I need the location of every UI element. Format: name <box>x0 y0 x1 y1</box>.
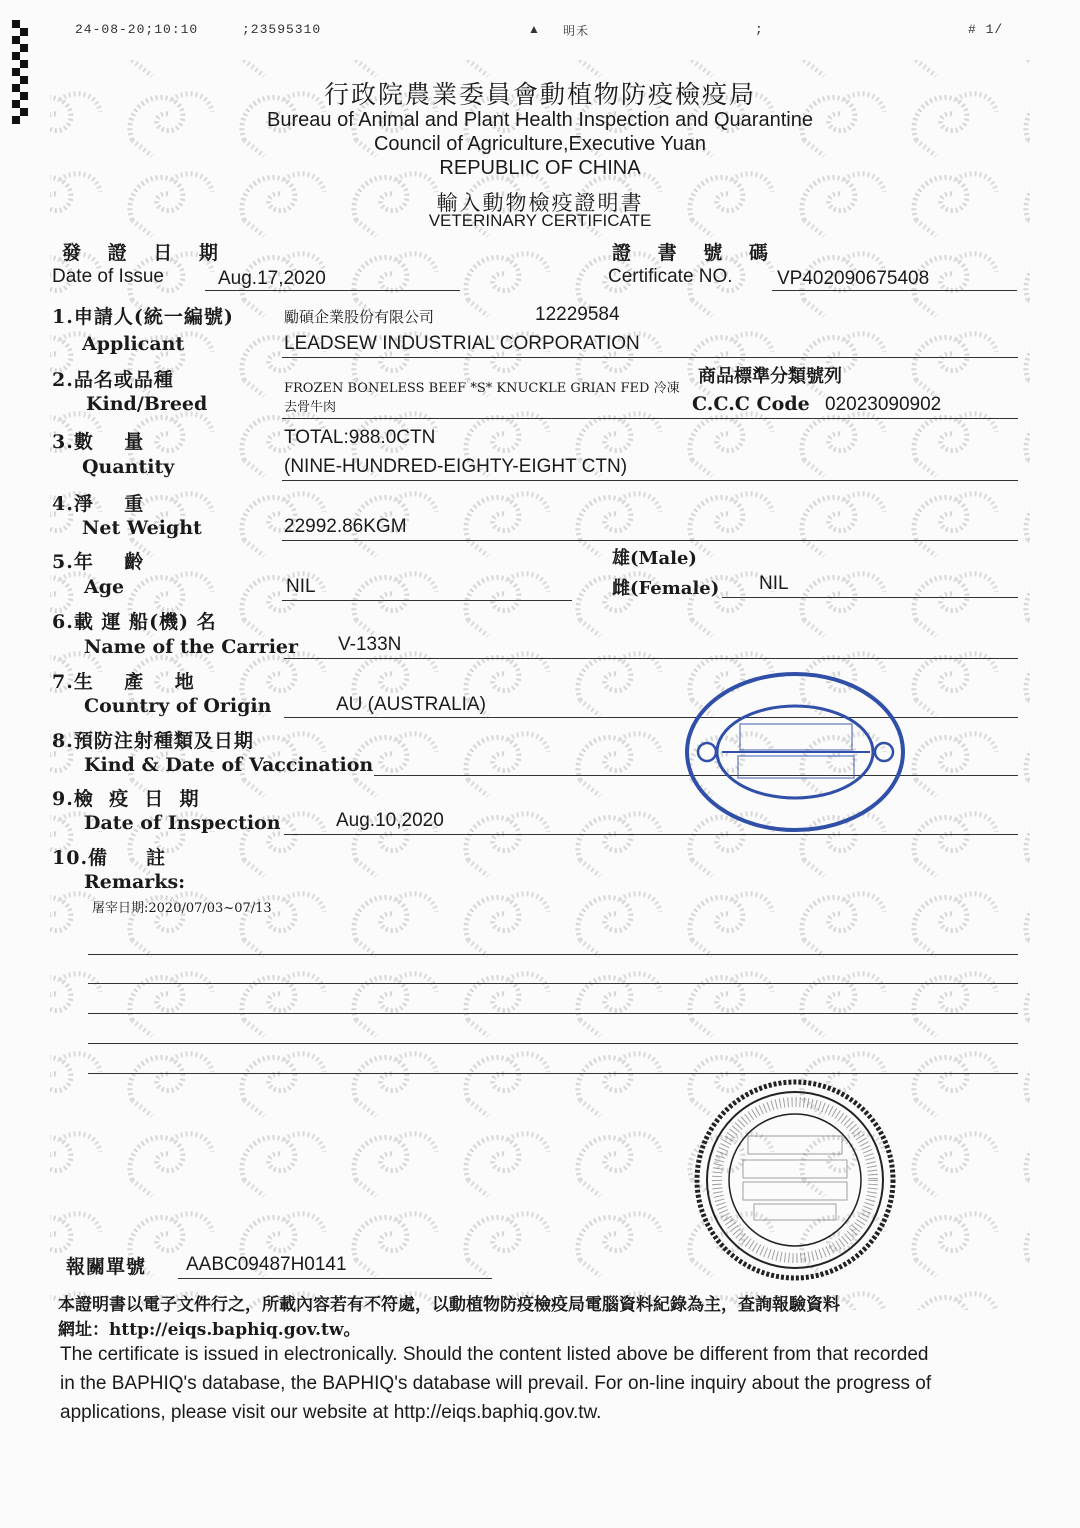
council-name-en: Council of Agriculture,Executive Yuan <box>373 133 707 155</box>
fax-datetime: 24-08-20;10:10 <box>75 22 199 37</box>
remarks-label-en: Remarks: <box>84 871 186 893</box>
quantity-label-zh: 3.數 量 <box>52 431 145 453</box>
certificate-no-label-en: Certificate NO. <box>608 266 733 287</box>
issue-date-label-en: Date of Issue <box>52 266 164 287</box>
inspection-label-zh: 9.檢 疫 日 期 <box>52 788 200 810</box>
certificate-no-label-zh: 證 書 號 碼 <box>612 242 778 264</box>
applicant-name-zh: 勵碩企業股份有限公司 <box>284 308 435 326</box>
agency-name-en: Bureau of Animal and Plant Health Inspection and Quarantine <box>267 109 813 131</box>
fax-sender: 明禾 <box>563 24 590 38</box>
ccc-code-value: 02023090902 <box>825 394 942 415</box>
carrier-label-en: Name of the Carrier <box>84 636 299 658</box>
male-label: 雄(Male) <box>612 548 697 569</box>
origin-value: AU (AUSTRALIA) <box>336 694 486 715</box>
fax-number: ;23595310 <box>242 22 322 37</box>
kind-value-line1: FROZEN BONELESS BEEF *S* KNUCKLE GRIAN FED 冷凍 <box>284 381 680 396</box>
applicant-label-zh: 1.申請人(統一編號) <box>52 306 234 328</box>
female-label: 雌(Female) <box>612 578 720 599</box>
certificate-title-zh: 輸入動物檢疫證明書 <box>436 191 644 215</box>
age-label-en: Age <box>84 576 125 598</box>
age-value: NIL <box>286 576 316 597</box>
fax-page: # 1/ <box>968 22 1004 37</box>
footer-note-en-line1: The certificate is issued in electronically. Should the content listed above be different from that recorded <box>60 1344 929 1365</box>
agency-name-zh: 行政院農業委員會動植物防疫檢疫局 <box>323 80 756 109</box>
certificate-title-en: VETERINARY CERTIFICATE <box>428 211 652 230</box>
company-receiving-stamp <box>682 668 912 838</box>
origin-label-zh: 7.生 產 地 <box>52 671 195 693</box>
customs-declaration-label: 報關單號 <box>66 1256 147 1278</box>
ccc-code-label-en: C.C.C Code <box>692 393 810 415</box>
vaccination-label-zh: 8.預防注射種類及日期 <box>52 730 254 752</box>
kind-value-line2: 去骨牛肉 <box>284 400 337 415</box>
fax-marker-icon: ▲ <box>528 22 541 36</box>
ccc-code-label-zh: 商品標準分類號列 <box>698 366 842 387</box>
footer-note-en-line2: in the BAPHIQ's database, the BAPHIQ's database will prevail. For on-line inquiry about the progress of <box>60 1373 932 1394</box>
origin-label-en: Country of Origin <box>84 695 272 717</box>
vaccination-label-en: Kind & Date of Vaccination <box>84 754 374 776</box>
applicant-id: 12229584 <box>535 304 620 325</box>
footer-note-zh-line1: 本證明書以電子文件行之，所載內容若有不符處，以動植物防疫檢疫局電腦資料紀錄為主，查詢報驗資料 <box>58 1295 840 1315</box>
age-label-zh: 5.年 齡 <box>52 551 145 573</box>
net-weight-value: 22992.86KGM <box>284 516 407 537</box>
customs-declaration-value: AABC09487H0141 <box>186 1254 347 1275</box>
carrier-value: V-133N <box>338 634 402 655</box>
applicant-name-en: LEADSEW INDUSTRIAL CORPORATION <box>284 333 640 354</box>
remarks-label-zh: 10.備 註 <box>52 847 167 869</box>
fax-separator: ; <box>755 22 764 37</box>
quantity-label-en: Quantity <box>82 456 175 478</box>
quantity-value-line2: (NINE-HUNDRED-EIGHTY-EIGHT CTN) <box>284 456 628 477</box>
quantity-value-line1: TOTAL:988.0CTN <box>284 427 436 448</box>
footer-note-zh-line2: 網址：http://eiqs.baphiq.gov.tw。 <box>58 1320 361 1340</box>
country-name-en: REPUBLIC OF CHINA <box>439 157 641 179</box>
inspection-value: Aug.10,2020 <box>336 810 444 831</box>
footer-note-en-line3: applications, please visit our website at http://eiqs.baphiq.gov.tw. <box>60 1402 602 1423</box>
applicant-label-en: Applicant <box>82 333 185 355</box>
certificate-no-value: VP402090675408 <box>777 268 930 289</box>
kind-label-zh: 2.品名或品種 <box>52 369 174 391</box>
kind-label-en: Kind/Breed <box>86 393 208 415</box>
net-weight-label-zh: 4.淨 重 <box>52 493 145 515</box>
issue-date-label-zh: 發 證 日 期 <box>62 242 228 264</box>
official-baphiq-seal <box>688 1078 902 1282</box>
issue-date-value: Aug.17,2020 <box>218 268 326 289</box>
inspection-label-en: Date of Inspection <box>84 812 281 834</box>
remarks-value: 屠宰日期:2020/07/03~07/13 <box>92 901 272 916</box>
carrier-label-zh: 6.載 運 船(機) 名 <box>52 611 217 633</box>
sex-value: NIL <box>759 573 789 594</box>
net-weight-label-en: Net Weight <box>82 517 202 539</box>
